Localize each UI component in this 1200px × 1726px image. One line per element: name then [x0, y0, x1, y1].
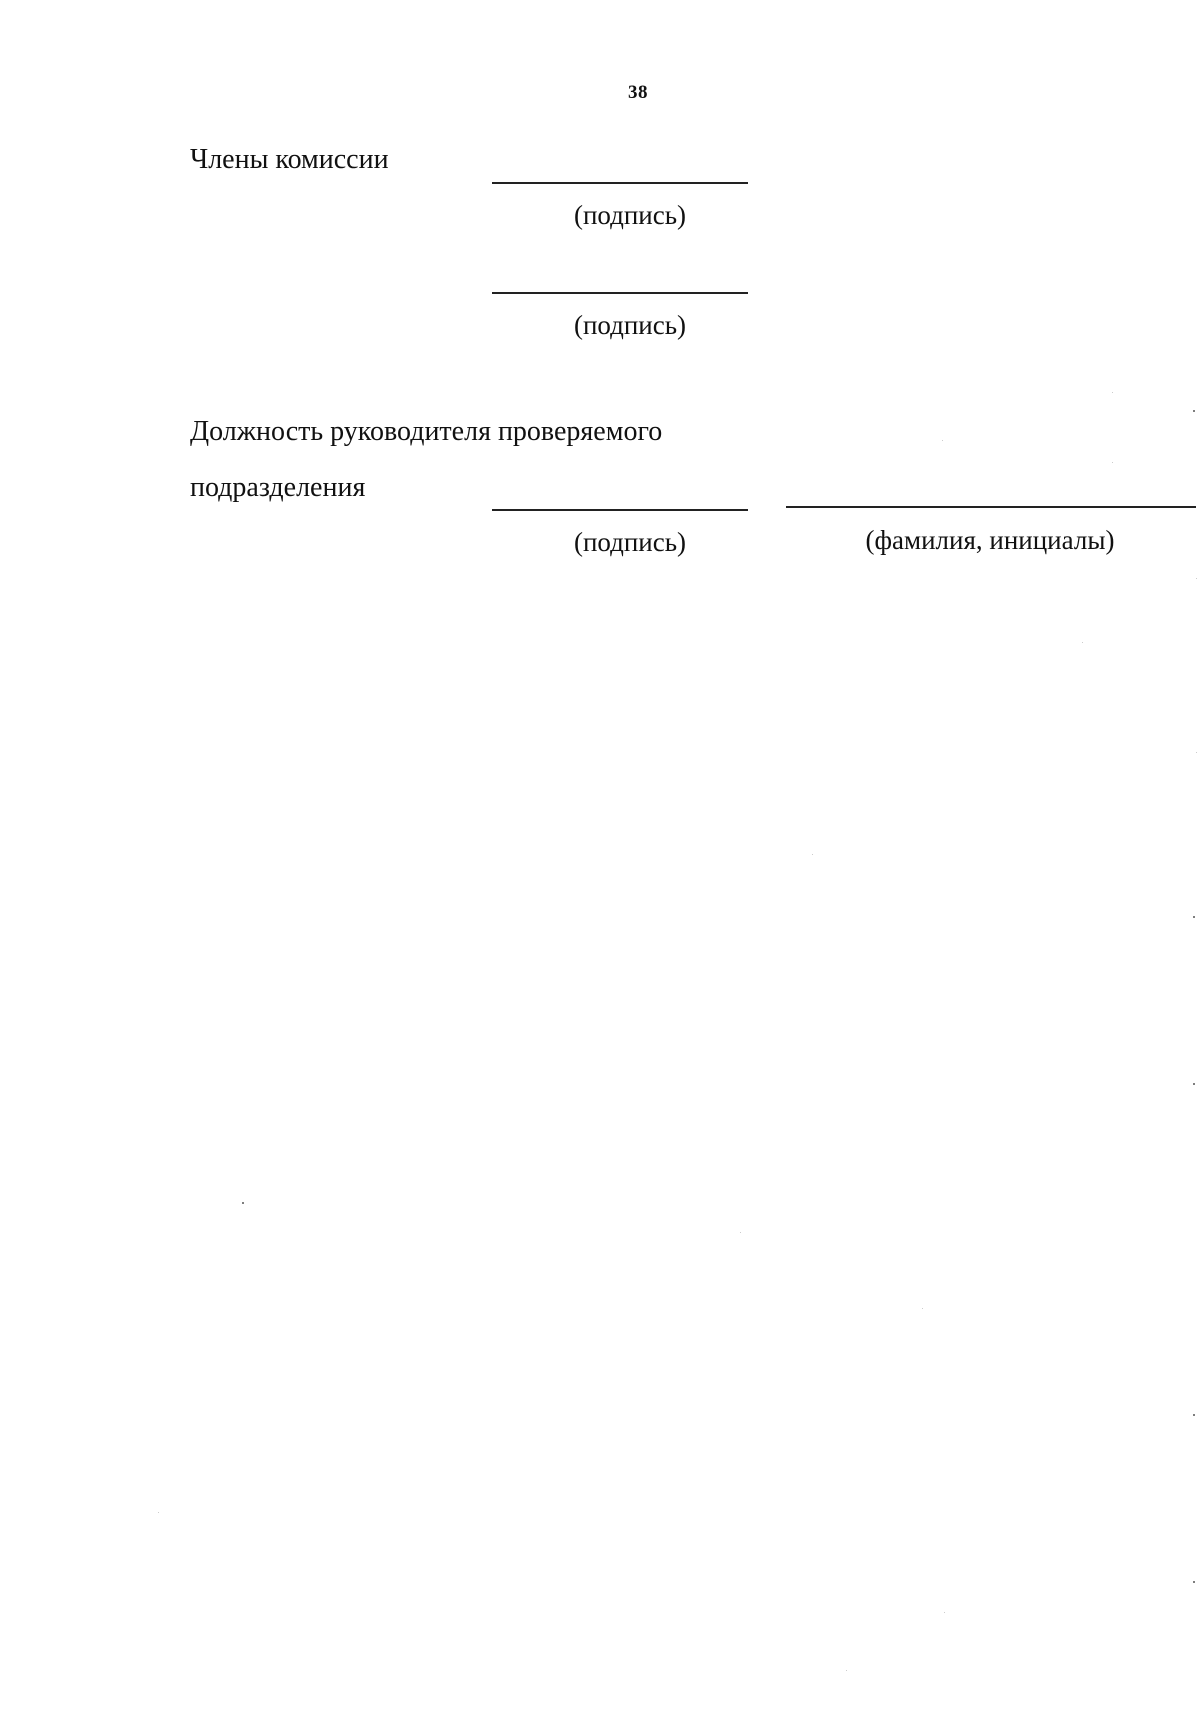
commission-signature-line-2 [492, 292, 748, 294]
scan-speck [1196, 578, 1197, 579]
scan-speck [812, 854, 813, 855]
head-name-line [786, 506, 1196, 508]
scan-speck [1082, 642, 1083, 643]
scan-speck [740, 1232, 741, 1233]
head-position-label-line1: Должность руководителя проверяемого [190, 416, 663, 447]
scan-speck [922, 1308, 923, 1309]
commission-signature-caption-1: (подпись) [573, 200, 687, 230]
scan-speck [942, 440, 943, 441]
page-number: 38 [628, 82, 648, 103]
scan-speck [1193, 1083, 1195, 1085]
scan-speck [1193, 916, 1195, 918]
head-name-caption: (фамилия, инициалы) [865, 525, 1115, 555]
scan-speck [242, 1202, 244, 1204]
commission-signature-caption-2: (подпись) [573, 310, 687, 340]
scan-speck [1193, 1581, 1195, 1583]
scan-speck [1193, 410, 1195, 412]
head-signature-caption: (подпись) [573, 527, 687, 557]
scan-speck [1193, 1414, 1195, 1416]
commission-signature-line-1 [492, 182, 748, 184]
scan-speck [1112, 462, 1113, 463]
head-signature-line [492, 509, 748, 511]
commission-members-label: Члены комиссии [190, 144, 389, 175]
scan-speck [158, 1512, 159, 1513]
scan-speck [1112, 392, 1113, 393]
scan-speck [1196, 752, 1197, 753]
scan-speck [846, 1670, 847, 1671]
head-position-label-line2: подразделения [190, 472, 366, 503]
scan-speck [944, 1612, 945, 1613]
